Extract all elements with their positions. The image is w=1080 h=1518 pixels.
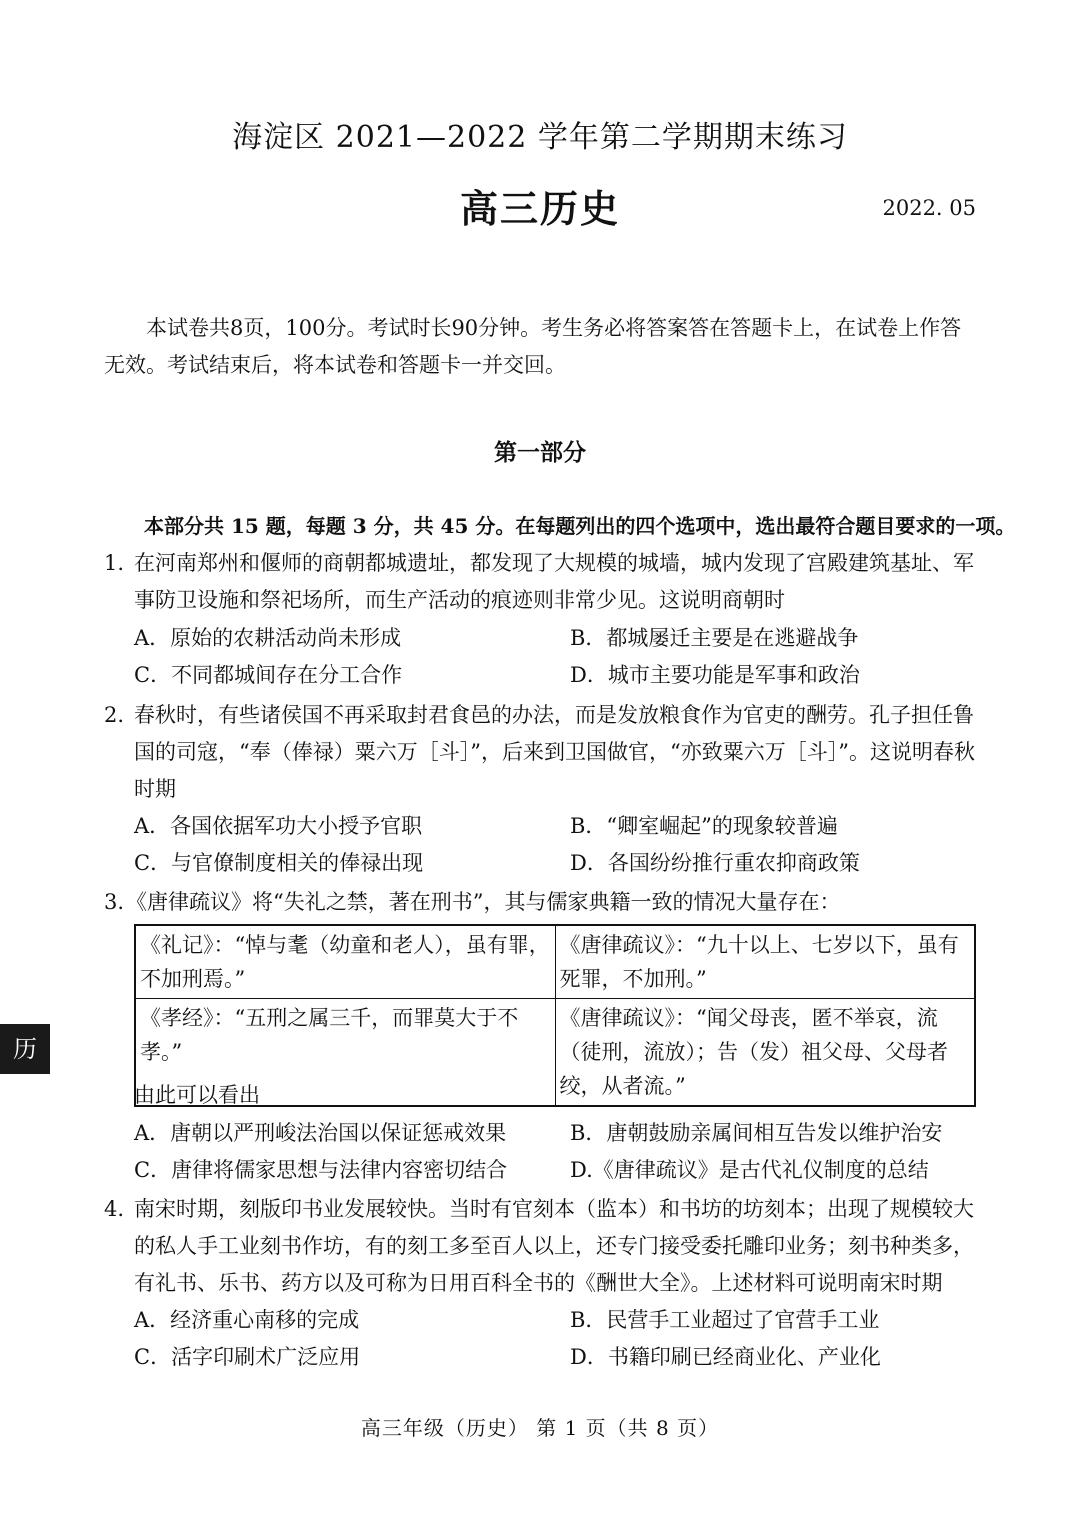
table-cell: 《孝经》：“五刑之属三千，而罪莫大于不孝。” <box>135 999 555 1107</box>
table-row <box>135 925 975 999</box>
question-stem: 春秋时，有些诸侯国不再采取封君食邑的办法，而是发放粮食作为官吏的酬劳。孔子担任鲁国的司寇，“奉（俸禄）粟六万［斗］”，后来到卫国做官，“亦致粟六万［斗］”。这说明春秋时期 <box>134 703 975 801</box>
exam-title: 海淀区 2021—2022 学年第二学期期末练习 <box>232 120 848 155</box>
question-number: 4. <box>104 1197 125 1221</box>
question-number: 3. <box>104 890 125 914</box>
option-a: A．原始的农耕活动尚未形成 <box>134 626 402 650</box>
option-d: D．城市主要功能是军事和政治 <box>570 663 860 687</box>
subject-title: 高三历史 <box>459 186 620 231</box>
option-b: B．唐朝鼓励亲属间相互告发以维护治安 <box>570 1121 943 1145</box>
part-title: 第一部分 <box>494 439 586 466</box>
option-d: D．各国纷纷推行重农抑商政策 <box>570 851 860 875</box>
table-row <box>135 999 975 1107</box>
question-3 <box>104 884 980 921</box>
option-b: B．都城屡迁主要是在逃避战争 <box>570 626 859 650</box>
table-cell: 《唐律疏议》：“九十以上、七岁以下，虽有死罪，不加刑。” <box>555 925 975 999</box>
question-number: 1. <box>104 551 125 575</box>
option-c: C．唐律将儒家思想与法律内容密切结合 <box>134 1158 508 1182</box>
option-b: B．“卿室崛起”的现象较普遍 <box>570 814 838 838</box>
intro-paragraph: 本试卷共8页，100分。考试时长90分钟。考生务必将答案答在答题卡上，在试卷上作答无效。考试结束后，将本试卷和答题卡一并交回。 <box>104 316 962 377</box>
exam-date: 2022. 05 <box>882 196 976 220</box>
option-d: D.《唐律疏议》是古代礼仪制度的总结 <box>570 1158 929 1182</box>
option-c: C．不同都城间存在分工合作 <box>134 663 403 687</box>
question-stem: 在河南郑州和偃师的商朝都城遗址，都发现了大规模的城墙，城内发现了宫殿建筑基址、军事防卫设施和祭祀场所，而生产活动的痕迹则非常少见。这说明商朝时 <box>134 551 974 612</box>
page-footer: 高三年级（历史） 第 1 页（共 8 页） <box>360 1416 720 1440</box>
question-stem: 南宋时期，刻版印书业发展较快。当时有官刻本（监本）和书坊的坊刻本；出现了规模较大的私人手工业刻书作坊，有的刻工多至百人以上，还专门接受委托雕印业务；刻书种类多，有礼书、乐书、药方以及可称为日用百科全书的《酬世大全》。上述材料可说明南宋时期 <box>134 1197 974 1295</box>
table-cell: 《唐律疏议》：“闻父母丧，匿不举哀，流（徒刑，流放）；告（发）祖父母、父母者绞，从者流。” <box>555 999 975 1107</box>
option-a: A．经济重心南移的完成 <box>134 1308 360 1332</box>
question-lead: 由此可以看出 <box>134 1083 260 1107</box>
part-instructions: 本部分共 15 题，每题 3 分，共 45 分。在每题列出的四个选项中，选出最符合题目要求的一项。 <box>144 514 1016 538</box>
question-number: 2. <box>104 703 125 727</box>
subject-side-tab: 历 <box>0 1024 50 1074</box>
comparison-table <box>134 924 976 1107</box>
option-a: A．各国依据军功大小授予官职 <box>134 814 423 838</box>
option-d: D．书籍印刷已经商业化、产业化 <box>570 1345 881 1369</box>
option-c: C．与官僚制度相关的俸禄出现 <box>134 851 424 875</box>
table-cell: 《礼记》：“悼与耄（幼童和老人），虽有罪，不加刑焉。” <box>135 925 555 999</box>
question-4 <box>104 1191 980 1302</box>
question-stem: 《唐律疏议》将“失礼之禁，著在刑书”，其与儒家典籍一致的情况大量存在： <box>126 890 841 914</box>
option-c: C．活字印刷术广泛应用 <box>134 1345 361 1369</box>
option-a: A．唐朝以严刑峻法治国以保证惩戒效果 <box>134 1121 507 1145</box>
question-1 <box>104 545 980 619</box>
option-b: B．民营手工业超过了官营手工业 <box>570 1308 880 1332</box>
question-2 <box>104 697 980 808</box>
